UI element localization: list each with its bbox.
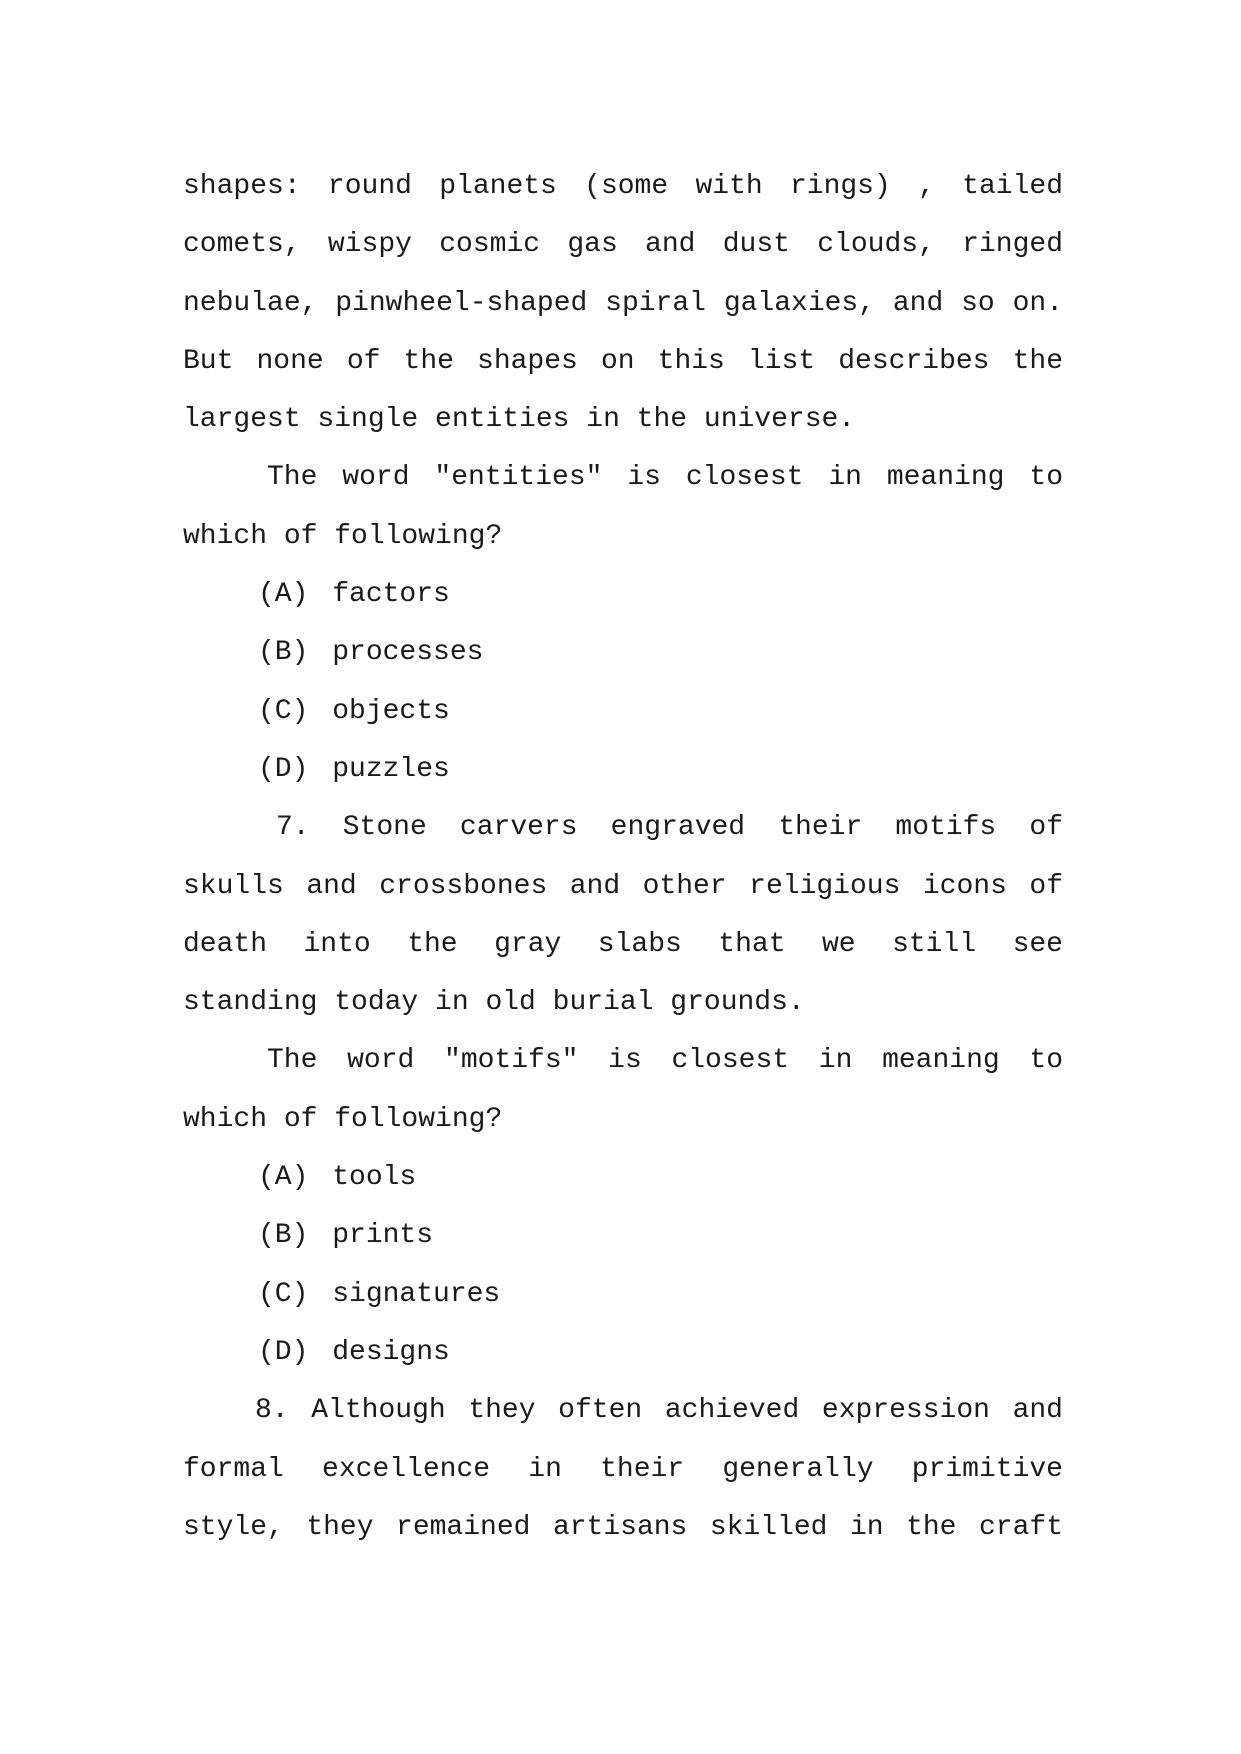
question-7-options — [183, 1149, 1063, 1382]
option-item: (C) objects — [258, 695, 450, 727]
question-7-passage — [183, 799, 1063, 1032]
option-item: (B) prints — [258, 1220, 434, 1252]
text-line: 7. Stone carvers engraved their motifs of — [276, 812, 1063, 844]
option-item: (A) tools — [258, 1162, 417, 1194]
question-6-stem — [183, 449, 1063, 566]
text-line: largest single entities in the universe. — [183, 404, 856, 436]
option-item: (D) designs — [258, 1336, 450, 1368]
text-line: nebulae, pinwheel-shaped spiral galaxies, and so on. — [183, 287, 1063, 319]
question-6-options — [183, 566, 1063, 799]
text-line: 8. Although they often achieved expression and — [255, 1395, 1063, 1427]
text-line: skulls and crossbones and other religious icons of — [183, 870, 1063, 902]
passage-continuation — [183, 158, 1063, 449]
text-line: standing today in old burial grounds. — [183, 987, 805, 1019]
text-line: style, they remained artisans skilled in the craft — [183, 1511, 1063, 1543]
text-line: death into the gray slabs that we still see — [183, 928, 1063, 960]
text-line: comets, wispy cosmic gas and dust clouds, ringed — [183, 229, 1063, 261]
question-stem-line: The word "motifs" is closest in meaning to — [267, 1045, 1063, 1077]
question-stem-line: which of following? — [183, 1103, 503, 1135]
question-7-stem — [183, 1032, 1063, 1149]
question-stem-line: The word "entities" is closest in meaning to — [267, 462, 1063, 494]
question-stem-line: which of following? — [183, 520, 503, 552]
text-line: But none of the shapes on this list describes the — [183, 345, 1063, 377]
text-line: formal excellence in their generally primitive — [183, 1453, 1063, 1485]
text-line: shapes: round planets (some with rings) , tailed — [183, 171, 1063, 202]
option-item: (A) factors — [258, 579, 450, 611]
option-item: (C) signatures — [258, 1278, 501, 1310]
option-item: (B) processes — [258, 637, 484, 669]
question-8-passage — [183, 1382, 1063, 1557]
option-item: (D) puzzles — [258, 753, 450, 785]
